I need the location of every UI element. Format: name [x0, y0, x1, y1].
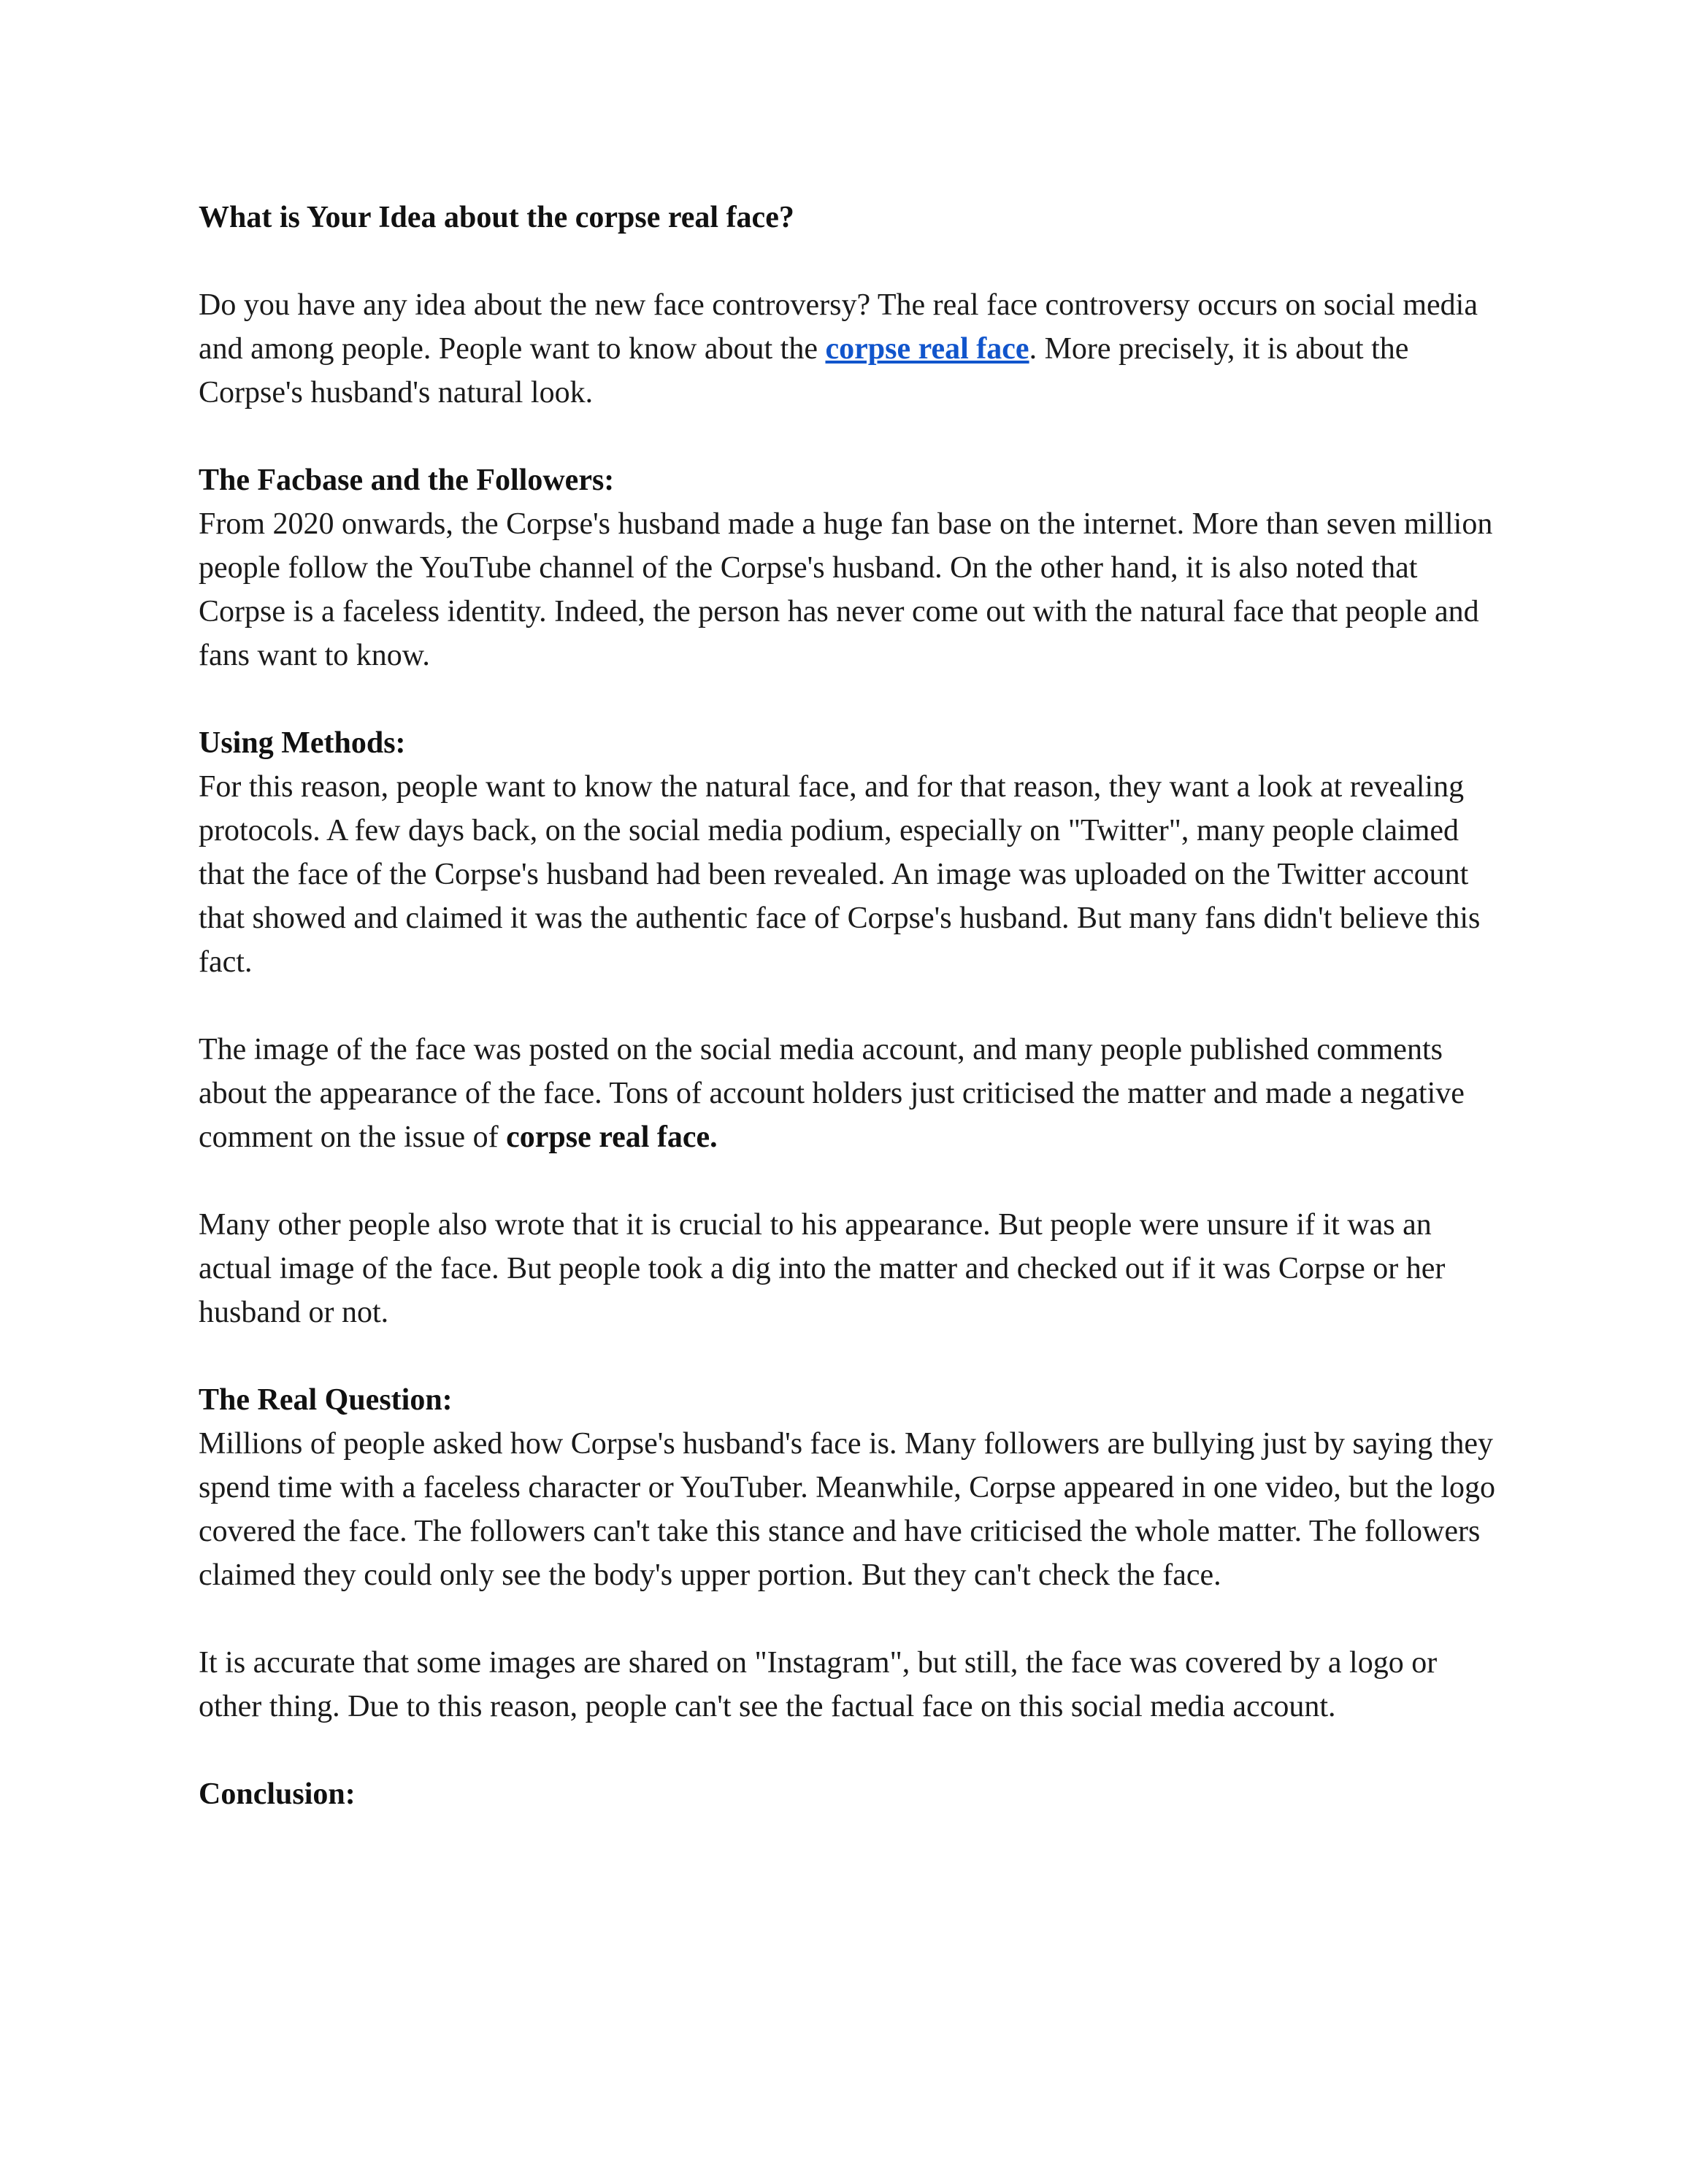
article-title: What is Your Idea about the corpse real face? — [199, 201, 794, 234]
document-body — [199, 196, 1498, 1816]
section-paragraph-fanbase: From 2020 onwards, the Corpse's husband made a huge fan base on the internet. More than seven million people follow the YouTube channel of the Corpse's husband. On the other hand, it is also noted that Corpse is a faceless identity. Indeed, the person has never come out with the natural face that people and fans want to know. — [199, 507, 1493, 672]
intro-text-before-link: Do you have any idea about the new face controversy? The real face controversy occurs on social media and among people. People want to know about the — [199, 288, 1478, 366]
instagram-paragraph: It is accurate that some images are shared on "Instagram", but still, the face was covered by a logo or other thing. Due to this reason, people can't see the factual face on this social media account. — [199, 1646, 1438, 1723]
section-heading-methods: Using Methods: — [199, 726, 406, 760]
intro-text-after-link: . More precisely, it is about the Corpse's husband's natural look. — [199, 332, 1409, 410]
other-people-paragraph: Many other people also wrote that it is crucial to his appearance. But people were unsure if it was an actual image of the face. But people took a dig into the matter and checked out if it was Corpse or her husband or not. — [199, 1208, 1446, 1329]
section-paragraph-real-question: Millions of people asked how Corpse's husband's face is. Many followers are bullying just by saying they spend time with a faceless character or YouTuber. Meanwhile, Corpse appeared in one video, but the logo covered the face. The followers can't take this stance and have criticised the whole matter. The followers claimed they could only see the body's upper portion. But they can't check the face. — [199, 1427, 1495, 1592]
intro-paragraph — [199, 283, 1498, 415]
section-heading-fanbase: The Facbase and the Followers: — [199, 464, 615, 497]
bold-keyword: corpse real face. — [506, 1120, 718, 1154]
image-posted-text: The image of the face was posted on the social media account, and many people published comments about the appearance of the face. Tons of account holders just criticised the matter and made a negative comment on the issue of — [199, 1033, 1465, 1154]
section-paragraph-methods: For this reason, people want to know the natural face, and for that reason, they want a look at revealing protocols. A few days back, on the social media podium, especially on "Twitter", many people claimed that the face of the Corpse's husband had been revealed. An image was uploaded on the Twitter account that showed and claimed it was the authentic face of Corpse's husband. But many fans didn't believe this fact. — [199, 770, 1481, 979]
corpse-real-face-link[interactable]: corpse real face — [825, 332, 1029, 366]
section-heading-real-question: The Real Question: — [199, 1383, 453, 1417]
section-heading-conclusion: Conclusion: — [199, 1777, 356, 1811]
image-posted-paragraph — [199, 1028, 1498, 1159]
